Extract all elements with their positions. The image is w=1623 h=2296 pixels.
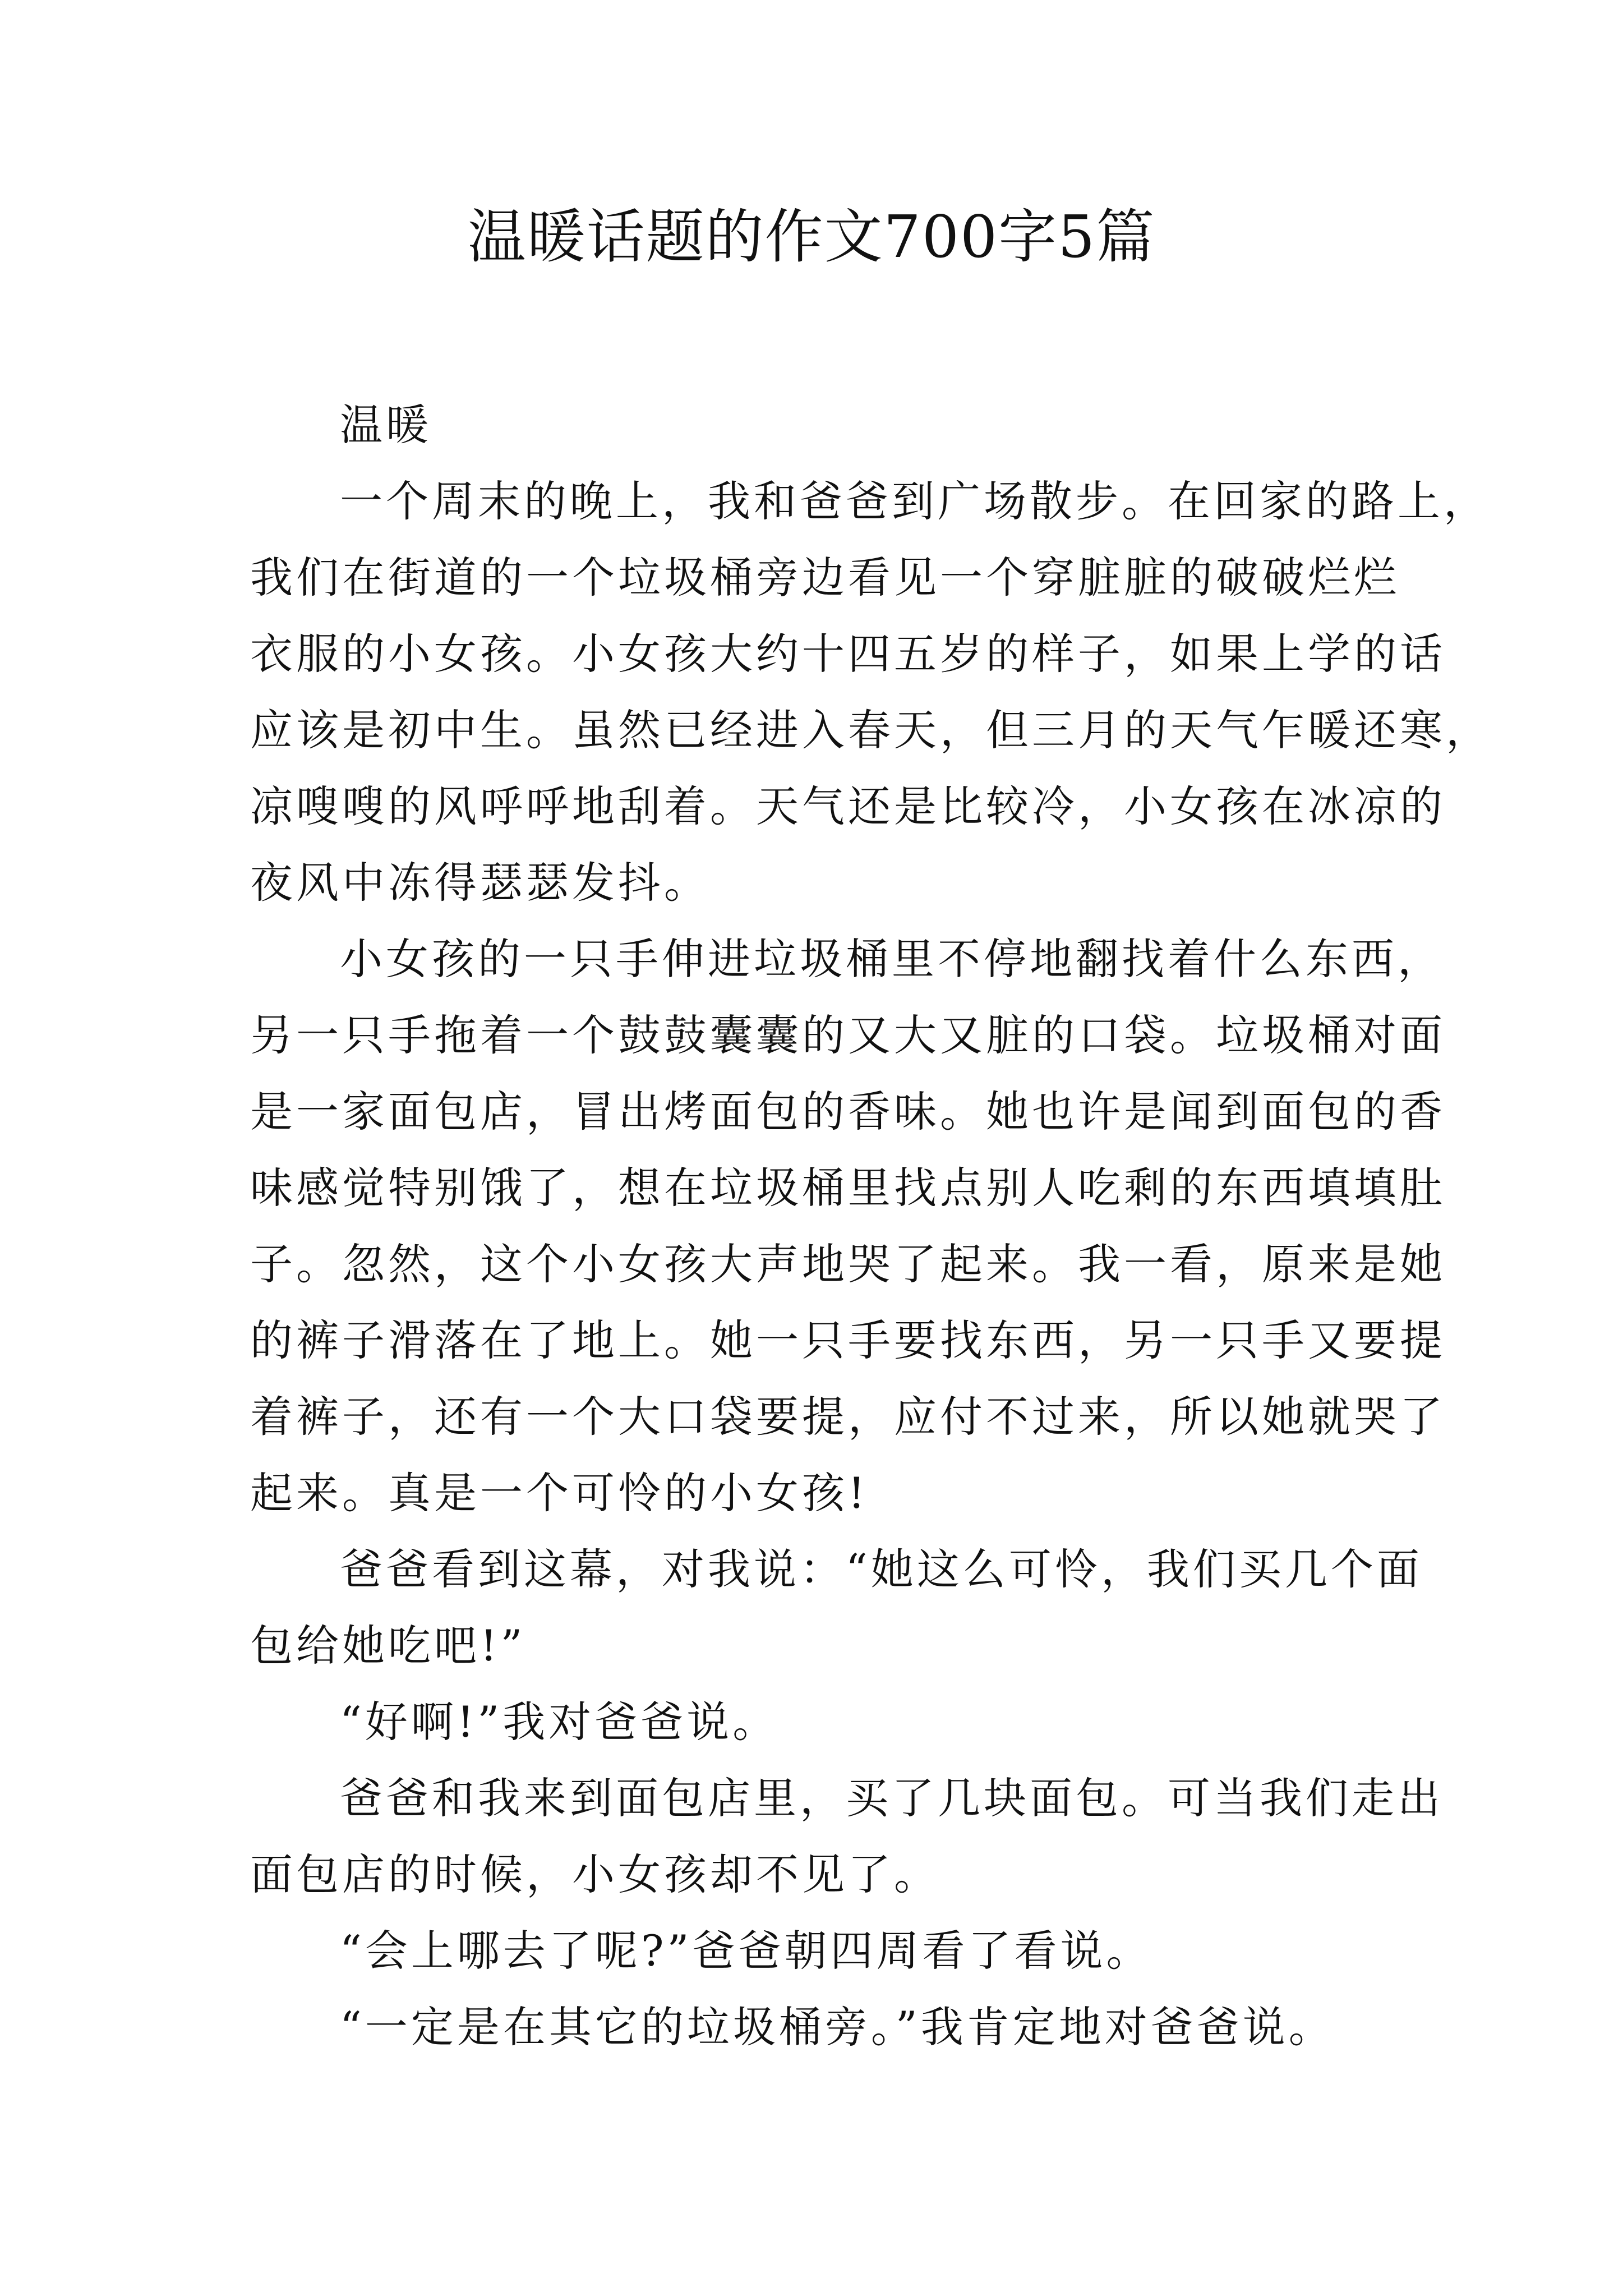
text-line: 另一只手拖着一个鼓鼓囊囊的又大又脏的口袋。垃圾桶对面 xyxy=(250,1010,1446,1060)
text-line: 小女孩的一只手伸进垃圾桶里不停地翻找着什么东西， xyxy=(340,934,1444,984)
text-line: 的裤子滑落在了地上。她一只手要找东西，另一只手又要提 xyxy=(250,1315,1446,1365)
text-line: “会上哪去了呢?”爸爸朝四周看了看说。 xyxy=(340,1926,1152,1976)
text-line: 着裤子，还有一个大口袋要提，应付不过来，所以她就哭了 xyxy=(250,1392,1446,1442)
text-line: 味感觉特别饿了，想在垃圾桶里找点别人吃剩的东西填填肚 xyxy=(250,1163,1446,1213)
text-line: 爸爸看到这幕，对我说：“她这么可怜，我们买几个面 xyxy=(340,1544,1423,1594)
text-line: 夜风中冻得瑟瑟发抖。 xyxy=(250,858,710,908)
text-line: 包给她吃吧!” xyxy=(250,1621,526,1671)
text-line: 起来。真是一个可怜的小女孩! xyxy=(250,1468,869,1518)
text-line: 衣服的小女孩。小女孩大约十四五岁的样子，如果上学的话 xyxy=(250,629,1446,679)
document-title: 温暖话题的作文700字5篇 xyxy=(467,203,1156,271)
text-line: “一定是在其它的垃圾桶旁。”我肯定地对爸爸说。 xyxy=(340,2002,1335,2052)
text-line: 应该是初中生。虽然已经进入春天，但三月的天气乍暖还寒， xyxy=(250,705,1492,755)
text-line: 我们在街道的一个垃圾桶旁边看见一个穿脏脏的破破烂烂 xyxy=(250,553,1400,602)
document-body xyxy=(250,387,1492,2065)
text-line: 是一家面包店，冒出烤面包的香味。她也许是闻到面包的香 xyxy=(250,1087,1446,1137)
text-line: 一个周末的晚上，我和爸爸到广场散步。在回家的路上， xyxy=(340,476,1490,526)
text-line: 子。忽然，这个小女孩大声地哭了起来。我一看，原来是她 xyxy=(250,1239,1446,1289)
text-line: 凉嗖嗖的风呼呼地刮着。天气还是比较冷，小女孩在冰凉的 xyxy=(250,781,1446,831)
text-line: 温暖 xyxy=(340,400,432,450)
text-line: 面包店的时候，小女孩却不见了。 xyxy=(250,1849,940,1899)
text-line: 爸爸和我来到面包店里，买了几块面包。可当我们走出 xyxy=(340,1773,1444,1823)
text-line: “好啊!”我对爸爸说。 xyxy=(340,1697,779,1747)
